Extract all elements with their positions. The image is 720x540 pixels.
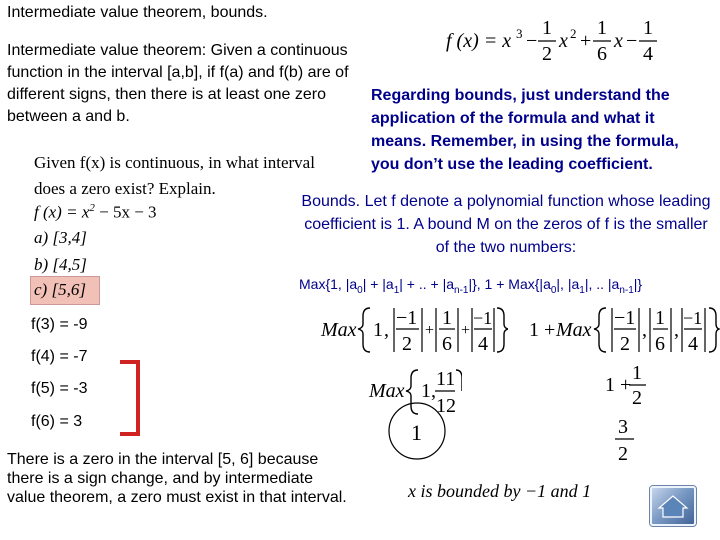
wr-rbrace [709,308,719,352]
eval-f5: f(5) = -3 [31,380,88,397]
fdef-quarter-num: 1 [643,17,653,39]
fdef-lhs: f (x) = x [446,30,512,52]
choice-b[interactable]: b) [4,5] [34,255,87,274]
wm-rbrace [497,308,508,352]
wt-num: 3 [618,416,628,438]
wm-four: 4 [478,333,488,355]
mf-part6: |, .. |a [584,276,620,292]
wr-one-plus: 1 + [529,319,556,341]
ws-eleven: 11 [436,368,456,390]
fdef-plus: + [580,30,592,52]
bounds-definition: Bounds. Let f denote a polynomial function whose leading coefficient is 1. A bound M on the zeros of f is the smaller of the two numbers: [301,193,711,256]
wh-den: 2 [632,387,642,408]
mf-sub-0b: 0 [550,284,557,296]
work-one-plus-max [526,298,720,360]
mf-part7: |} [633,276,643,292]
wr-comma-1: , [642,319,647,341]
wr-lbrace [594,308,606,352]
fdef-half-num: 1 [542,17,552,39]
fdef-x2: x [559,30,568,52]
fdef-minus2: − [626,30,638,52]
wr-neg1-a: −1 [614,307,636,329]
wt-den: 2 [618,443,628,465]
home-icon [650,486,696,526]
mf-sub-1b: 1 [579,284,585,296]
question-block [34,150,315,202]
svg-text:+: + [461,322,471,339]
mf-sub-1: 1 [393,284,400,296]
choice-a[interactable]: a) [3,4] [34,228,87,247]
wm-one: 1 [373,319,383,341]
wm-two: 2 [402,333,412,355]
question-function [34,202,157,223]
svg-text:+: + [425,322,435,339]
question-func-text: f (x) = x [34,202,90,222]
wm-rbrace-svg [494,302,508,356]
wm-lbrace [358,308,370,352]
choice-c[interactable]: c) [5,6] [34,280,86,299]
mf-part5: |, |a [556,276,580,292]
question-func-exp: 2 [89,202,95,214]
bound-result: x is bounded by −1 and 1 [408,481,592,501]
wc-one: 1 [411,420,422,445]
wr-max: Max [556,319,592,341]
work-circled-one [386,400,448,462]
conclusion-text: There is a zero in the interval [5, 6] because there is a sign change, and by intermediate value theorem, a zero must exist in that interval. [7,451,347,506]
wm-comma: , [384,319,389,341]
question-func-tail: − 5x − 3 [94,202,157,222]
mf-sub-n1: n-1 [454,284,469,296]
wr-one: 1 [655,307,665,329]
ws-one: 1 [421,380,431,402]
wr-two: 2 [620,333,630,355]
wm-max: Max [321,319,357,341]
regarding-bounds-note: Regarding bounds, just understand the application of the formula and what it means. Remember, in using the formula, you don’t use the leading coefficient. [371,87,679,173]
fdef-half-den: 2 [542,43,552,65]
sign-change-bracket [120,360,140,436]
mf-part2: | + |a [362,276,394,292]
fdef-sixth-num: 1 [597,17,607,39]
mf-part1: Max{1, |a [299,276,358,292]
mf-part4: |}, 1 + Max{|a [468,276,551,292]
ivt-statement: Intermediate value theorem: Given a continuous function in the interval [a,b], if f(a) and f(b) are of different signs, then there is at least one zero between a and b. [7,42,349,125]
wm-one-b: 1 [442,307,452,329]
wm-neg1-b: −1 [473,308,493,328]
mf-part3: | + .. + |a [399,276,455,292]
eval-f6: f(6) = 3 [31,413,83,430]
work-one-plus-half [602,360,652,408]
home-button[interactable] [650,486,696,526]
wm-six: 6 [442,333,452,355]
fdef-sixth-den: 6 [597,43,607,65]
eval-f4: f(4) = -7 [31,348,88,365]
work-max-sum [318,298,498,360]
max-formula [299,276,642,296]
ws-max: Max [369,380,405,402]
ws-twelve: 12 [436,395,456,417]
slide-title: Intermediate value theorem, bounds. [7,4,268,21]
wr-six: 6 [655,333,665,355]
fdef-exp3: 3 [516,26,523,41]
mf-sub-0: 0 [357,284,363,296]
ws-comma: , [431,380,436,402]
question-line-1: Given f(x) is continuous, in what interval [34,153,315,172]
wr-comma-2: , [674,319,679,341]
function-definition [440,14,660,66]
wr-neg1-b: −1 [683,308,703,328]
wh-num: 1 [632,362,642,384]
wr-four: 4 [688,333,698,355]
fdef-exp2: 2 [570,26,577,41]
wh-one-plus: 1 + [605,374,632,396]
question-line-2: does a zero exist? Explain. [34,179,216,198]
fdef-quarter-den: 4 [643,43,653,65]
wm-neg1-a: −1 [396,307,418,329]
work-three-halves [612,414,642,466]
fdef-minus1: − [526,30,538,52]
fdef-x: x [614,30,623,52]
mf-sub-n1b: n-1 [619,284,634,296]
eval-f3: f(3) = -9 [31,316,88,333]
